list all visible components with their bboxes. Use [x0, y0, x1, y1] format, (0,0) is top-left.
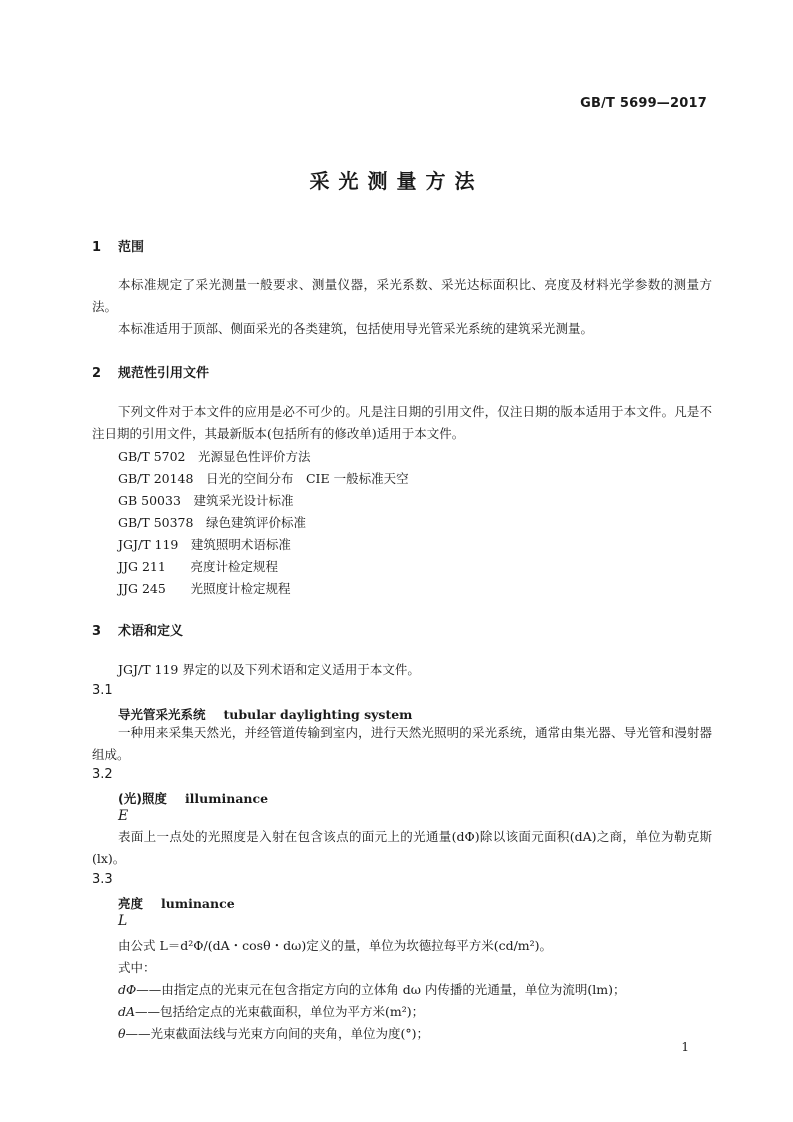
term-en: tubular daylighting system [223, 707, 413, 722]
reference-title: 亮度计检定规程 [190, 559, 279, 574]
term-number: 3.1 [92, 683, 113, 698]
reference-title: 绿色建筑评价标准 [205, 515, 306, 530]
term-zh: 亮度 [118, 896, 144, 911]
where-item [118, 1002, 424, 1020]
term-symbol: L [118, 913, 128, 929]
reference-title: 光照度计检定规程 [190, 581, 291, 596]
where-label: 式中： [118, 960, 156, 975]
scope-paragraph-2: 本标准适用于顶部、侧面采光的各类建筑，包括使用导光管采光系统的建筑采光测量。 [118, 321, 594, 336]
section-number: 3 [92, 624, 102, 639]
reference-item [118, 469, 409, 487]
term-number: 3.2 [92, 767, 113, 782]
term-zh: (光)照度 [118, 791, 167, 806]
where-text: ——包括给定点的光束截面积，单位为平方米(m²)； [135, 1004, 425, 1019]
term-heading [118, 789, 268, 807]
section-number: 2 [92, 366, 102, 381]
reference-title: 建筑采光设计标准 [193, 493, 294, 508]
reference-code: GB 50033 [118, 493, 181, 508]
term-en: luminance [161, 896, 235, 911]
term-heading [118, 894, 235, 912]
where-symbol: θ [118, 1026, 126, 1041]
scope-paragraph-1: 本标准规定了采光测量一般要求、测量仪器，采光系数、采光达标面积比、亮度及材料光学参数的测量方法。 [92, 277, 712, 314]
normative-intro: 下列文件对于本文件的应用是必不可少的。凡是注日期的引用文件，仅注日期的版本适用于本文件。凡是不注日期的引用文件，其最新版本(包括所有的修改单)适用于本文件。 [92, 404, 712, 441]
section-title: 规范性引用文件 [118, 366, 210, 381]
reference-code: GB/T 20148 [118, 471, 194, 486]
document-title: 采光测量方法 [309, 169, 484, 193]
reference-code: JJG 245 [118, 581, 166, 596]
section-number: 1 [92, 240, 102, 255]
where-symbol: dΦ [118, 982, 137, 997]
where-item [118, 1024, 429, 1042]
standard-code: GB/T 5699—2017 [580, 96, 707, 111]
section-2-heading [92, 362, 209, 381]
section-1-heading [92, 236, 144, 255]
reference-code: GB/T 5702 [118, 449, 186, 464]
where-symbol: dA [118, 1004, 136, 1019]
term-number: 3.3 [92, 872, 113, 887]
page-number: 1 [681, 1040, 689, 1054]
reference-title: 光源显色性评价方法 [198, 449, 311, 464]
reference-item [118, 447, 311, 465]
where-text: ——由指定点的光束元在包含指定方向的立体角 dω 内传播的光通量，单位为流明(lm)； [136, 982, 626, 997]
reference-code: JJG 211 [118, 559, 166, 574]
term-definition: 一种用来采集天然光，并经管道传输到室内，进行天然光照明的采光系统，通常由集光器、导光管和漫射器组成。 [92, 725, 712, 762]
term-zh: 导光管采光系统 [118, 707, 206, 722]
terms-intro: JGJ/T 119 界定的以及下列术语和定义适用于本文件。 [118, 662, 420, 677]
where-text: ——光束截面法线与光束方向间的夹角，单位为度(°)； [125, 1026, 430, 1041]
term-definition: 表面上一点处的光照度是入射在包含该点的面元上的光通量(dΦ)除以该面元面积(dA)之商，单位为勒克斯(lx)。 [92, 829, 712, 866]
where-item [118, 980, 626, 998]
section-3-heading [92, 620, 183, 639]
reference-code: GB/T 50378 [118, 515, 194, 530]
reference-item [118, 557, 278, 575]
section-title: 术语和定义 [118, 624, 184, 639]
section-title: 范围 [118, 240, 145, 255]
term-symbol: E [118, 808, 129, 824]
reference-code: JGJ/T 119 [118, 537, 179, 552]
term-heading [118, 705, 412, 723]
term-en: illuminance [184, 791, 269, 806]
reference-item [118, 491, 293, 509]
reference-title: 建筑照明术语标准 [190, 537, 291, 552]
reference-title: 日光的空间分布 CIE 一般标准天空 [205, 471, 409, 486]
reference-item [118, 579, 291, 597]
reference-item [118, 535, 291, 553]
formula-definition: 由公式 L＝d²Φ/(dA・cosθ・dω)定义的量，单位为坎德拉每平方米(cd/m²)。 [118, 938, 553, 953]
reference-item [118, 513, 306, 531]
